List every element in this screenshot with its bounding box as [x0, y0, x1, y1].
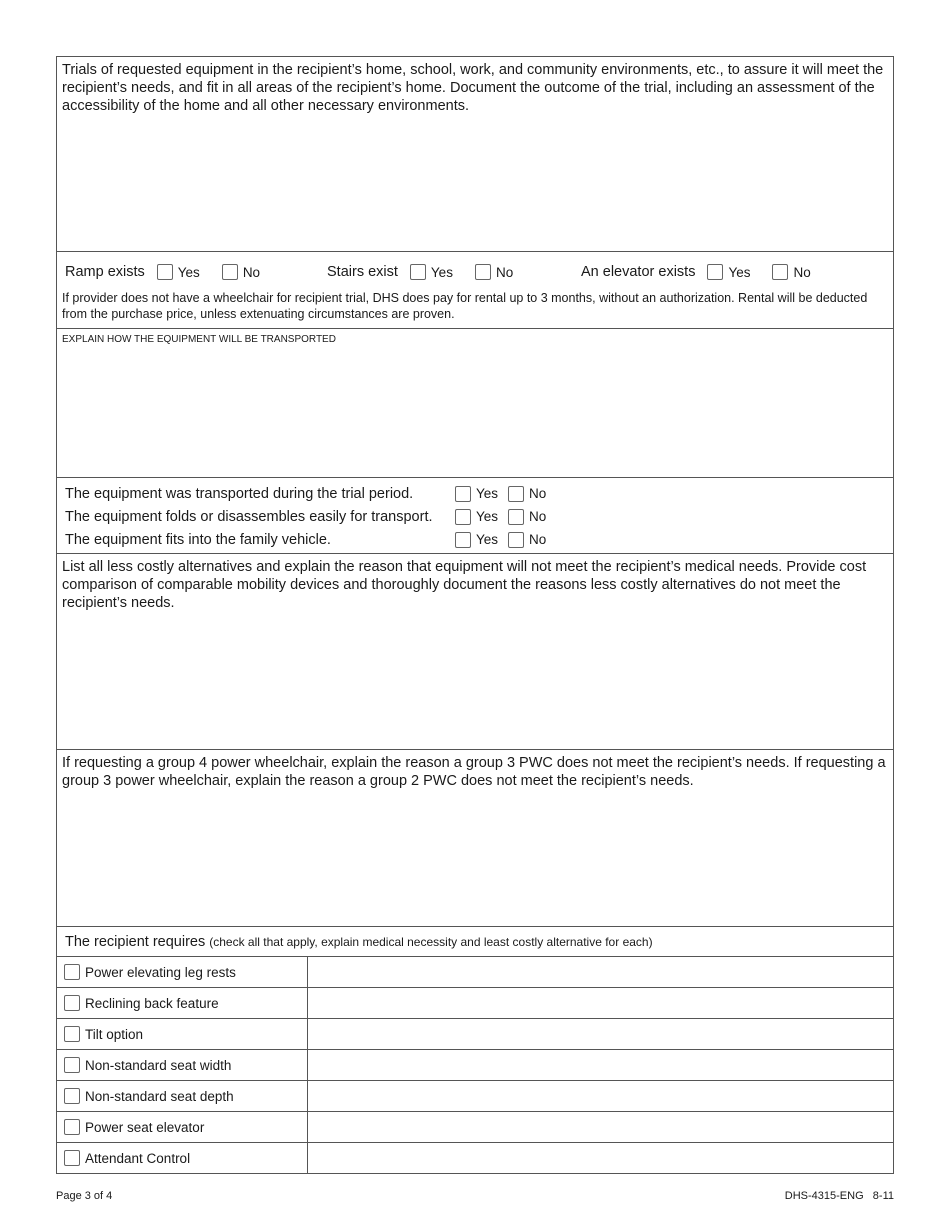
question-text: The equipment was transported during the trial period.: [65, 485, 414, 502]
requires-option[interactable]: [57, 988, 308, 1018]
requires-option[interactable]: [57, 1143, 308, 1173]
question-1-no-checkbox[interactable]: [508, 486, 524, 502]
requires-option[interactable]: [57, 957, 308, 987]
requires-title: The recipient requires: [65, 933, 206, 950]
elevator-yes[interactable]: [707, 264, 750, 280]
transport-heading: EXPLAIN HOW THE EQUIPMENT WILL BE TRANSPORTED: [62, 334, 336, 345]
requires-option[interactable]: [57, 1019, 308, 1049]
question-1-yes-checkbox[interactable]: [455, 486, 471, 502]
requires-option[interactable]: [57, 1050, 308, 1080]
question-1-yes[interactable]: [455, 486, 498, 502]
requires-note: (check all that apply, explain medical necessity and least costly alternative for each): [209, 934, 653, 949]
yes-label: Yes: [476, 532, 499, 547]
stairs-no-checkbox[interactable]: [475, 264, 491, 280]
ramp-yes-checkbox[interactable]: [157, 264, 173, 280]
power-seat-elevator-checkbox[interactable]: [64, 1119, 80, 1135]
form-id: DHS-4315-ENG 8-11: [784, 1190, 894, 1202]
requires-row: [57, 1080, 893, 1111]
elevator-no-checkbox[interactable]: [772, 264, 788, 280]
elevator-group: [581, 264, 825, 280]
trials-instructions: Trials of requested equipment in the recipient’s home, school, work, and community environments, etc., to assure it will meet the recipient’s needs, and fit in all areas of the recipient’s home. Document the outcome of the trial, including an assessment of the accessibility of the home and all other necessary environments.: [62, 62, 884, 114]
question-row: [57, 505, 893, 528]
requires-option[interactable]: [57, 1112, 308, 1142]
question-1-no[interactable]: [508, 486, 546, 502]
access-section: [57, 252, 893, 329]
seat-depth-checkbox[interactable]: [64, 1088, 80, 1104]
requires-heading: [57, 927, 893, 956]
trials-section: [57, 57, 893, 252]
page-number: Page 3 of 4: [56, 1190, 113, 1202]
attendant-control-checkbox[interactable]: [64, 1150, 80, 1166]
question-2-no[interactable]: [508, 509, 546, 525]
elevator-yes-checkbox[interactable]: [707, 264, 723, 280]
group-section: [57, 750, 893, 927]
requires-option[interactable]: [57, 1081, 308, 1111]
requires-explanation-field[interactable]: [308, 1050, 893, 1080]
stairs-label: Stairs exist: [327, 264, 398, 280]
elevator-label: An elevator exists: [581, 264, 696, 280]
trials-response-area[interactable]: [57, 117, 893, 251]
no-label: No: [529, 532, 547, 547]
requires-option-label: Power elevating leg rests: [85, 964, 236, 980]
stairs-yes[interactable]: [410, 264, 453, 280]
no-label: No: [793, 264, 811, 280]
tilt-option-checkbox[interactable]: [64, 1026, 80, 1042]
question-text: The equipment fits into the family vehicle.: [65, 531, 331, 548]
no-label: No: [529, 509, 547, 524]
ramp-no-checkbox[interactable]: [222, 264, 238, 280]
requires-row: [57, 1049, 893, 1080]
requires-explanation-field[interactable]: [308, 1081, 893, 1111]
yes-label: Yes: [430, 264, 453, 280]
requires-option-label: Power seat elevator: [85, 1119, 205, 1135]
requires-explanation-field[interactable]: [308, 1143, 893, 1173]
question-2-yes[interactable]: [455, 509, 498, 525]
alternatives-response-area[interactable]: [57, 614, 893, 749]
requires-option-label: Attendant Control: [85, 1150, 191, 1166]
question-3-no[interactable]: [508, 532, 546, 548]
requires-explanation-field[interactable]: [308, 988, 893, 1018]
question-2-yes-checkbox[interactable]: [455, 509, 471, 525]
group-instructions: If requesting a group 4 power wheelchair, explain the reason a group 3 PWC does not meet the recipient’s needs. If requesting a group 3 power wheelchair, explain the reason a group 2 PWC does not meet the recipient’s needs.: [62, 755, 886, 789]
yes-label: Yes: [476, 509, 499, 524]
access-row: [57, 252, 893, 283]
transport-section: [57, 329, 893, 478]
transport-response-area[interactable]: [57, 349, 893, 477]
question-row: [57, 528, 893, 551]
ramp-group: [65, 264, 327, 280]
no-label: No: [529, 486, 547, 501]
no-label: No: [242, 264, 261, 280]
requires-row: [57, 956, 893, 987]
rental-note: If provider does not have a wheelchair for recipient trial, DHS does pay for rental up to 3 months, without an authorization. Rental will be deducted from the purchase price, unless extenuating circumstances are proven.: [62, 291, 868, 321]
requires-row: [57, 987, 893, 1018]
group-response-area[interactable]: [57, 792, 893, 926]
seat-width-checkbox[interactable]: [64, 1057, 80, 1073]
reclining-back-checkbox[interactable]: [64, 995, 80, 1011]
ramp-yes[interactable]: [157, 264, 200, 280]
transport-questions-section: [57, 478, 893, 554]
requires-option-label: Non-standard seat depth: [85, 1088, 234, 1104]
requires-section: [57, 927, 893, 1173]
yes-label: Yes: [728, 264, 751, 280]
question-text: The equipment folds or disassembles easily for transport.: [65, 508, 433, 525]
requires-explanation-field[interactable]: [308, 1019, 893, 1049]
alternatives-section: [57, 554, 893, 750]
requires-option-label: Reclining back feature: [85, 995, 219, 1011]
question-3-no-checkbox[interactable]: [508, 532, 524, 548]
yes-label: Yes: [476, 486, 499, 501]
stairs-group: [327, 264, 581, 280]
ramp-label: Ramp exists: [65, 264, 145, 280]
stairs-yes-checkbox[interactable]: [410, 264, 426, 280]
form-page: [56, 56, 894, 1174]
ramp-no[interactable]: [222, 264, 260, 280]
requires-row: [57, 1111, 893, 1142]
question-3-yes[interactable]: [455, 532, 498, 548]
elevator-no[interactable]: [772, 264, 810, 280]
no-label: No: [495, 264, 514, 280]
alternatives-instructions: List all less costly alternatives and explain the reason that equipment will not meet the recipient’s medical needs. Provide cost comparison of comparable mobility devices and thoroughly document the reasons less costly alternatives do not meet the recipient’s needs.: [62, 559, 867, 611]
requires-explanation-field[interactable]: [308, 957, 893, 987]
requires-row: [57, 1018, 893, 1049]
yes-label: Yes: [177, 264, 200, 280]
power-elevating-leg-rests-checkbox[interactable]: [64, 964, 80, 980]
requires-option-label: Non-standard seat width: [85, 1057, 232, 1073]
stairs-no[interactable]: [475, 264, 513, 280]
question-2-no-checkbox[interactable]: [508, 509, 524, 525]
requires-row: [57, 1142, 893, 1173]
question-3-yes-checkbox[interactable]: [455, 532, 471, 548]
requires-option-label: Tilt option: [85, 1026, 144, 1042]
question-row: [57, 482, 893, 505]
requires-explanation-field[interactable]: [308, 1112, 893, 1142]
